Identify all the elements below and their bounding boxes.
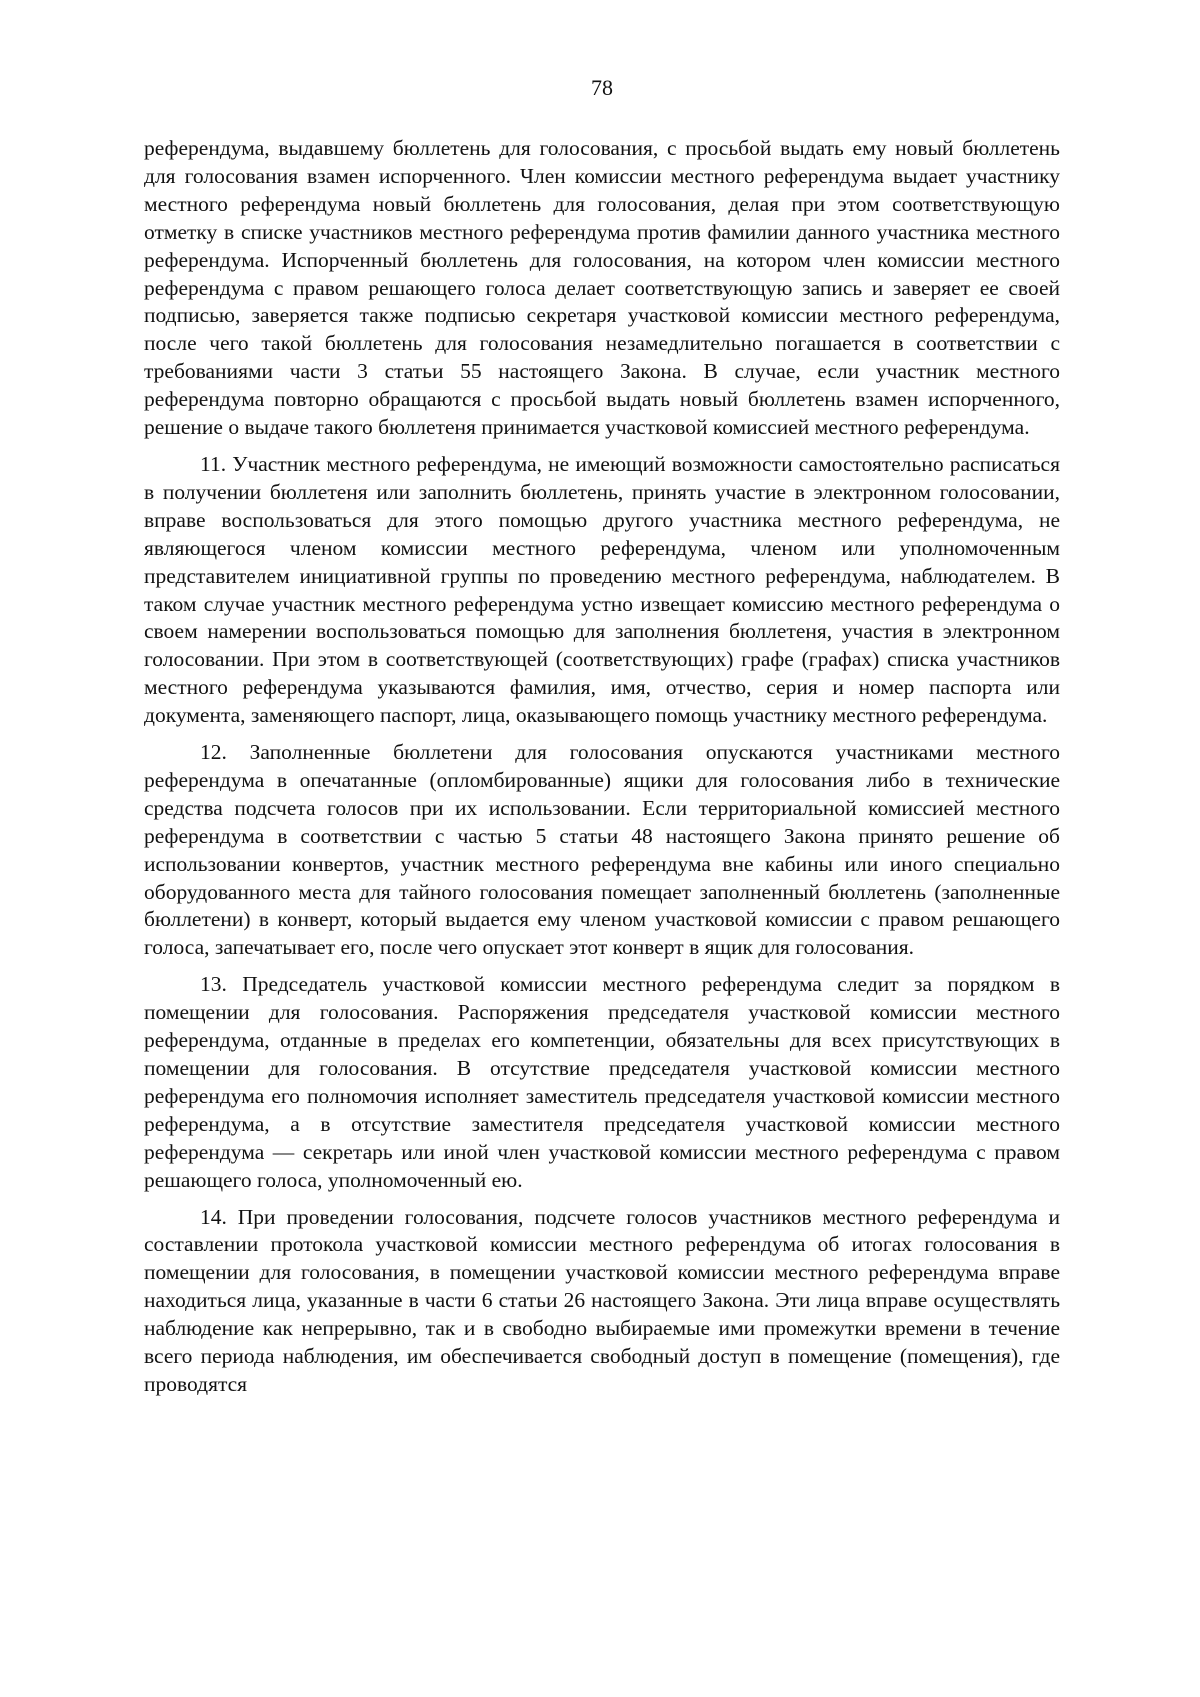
paragraph-12: 12. Заполненные бюллетени для голосования опускаются участниками местного референдума в опечатанные (опломбированные) ящики для голосования либо в технические средства подсчета голосов при их использовании. Если территориальной комиссией местного референдума в соответствии с частью 5 статьи 48 настоящего Закона принято решение об использовании конвертов, участник местного референдума вне кабины или иного специально оборудованного места для тайного голосования помещает заполненный бюллетень (заполненные бюллетени) в конверт, который выдается ему членом участковой комиссии с правом решающего голоса, запечатывает его, после чего опускает этот конверт в ящик для голосования. xyxy=(144,740,1060,960)
page-number: 78 xyxy=(591,75,613,100)
paragraph-14: 14. При проведении голосования, подсчете голосов участников местного референдума и составлении протокола участковой комиссии местного референдума об итогах голосования в помещении для голосования, в помещении участковой комиссии местного референдума вправе находиться лица, указанные в части 6 статьи 26 настоящего Закона. Эти лица вправе осуществлять наблюдение как непрерывно, так и в свободно выбираемые ими промежутки времени в течение всего периода наблюдения, им обеспечивается свободный доступ в помещение (помещения), где проводятся xyxy=(144,1204,1060,1396)
paragraph-13: 13. Председатель участковой комиссии местного референдума следит за порядком в помещении для голосования. Распоряжения председателя участковой комиссии местного референдума, отданные в пределах его компетенции, обязательны для всех присутствующих в помещении для голосования. В отсутствие председателя участковой комиссии местного референдума его полномочия исполняет заместитель председателя участковой комиссии местного референдума, а в отсутствие заместителя председателя участковой комиссии местного референдума — секретарь или иной член участковой комиссии местного референдума с правом решающего голоса, уполномоченный ею. xyxy=(144,972,1060,1192)
paragraph-continued: референдума, выдавшему бюллетень для голосования, с просьбой выдать ему новый бюллетень для голосования взамен испорченного. Член комиссии местного референдума выдает участнику местного референдума новый бюллетень для голосования, делая при этом соответствующую отметку в списке участников местного референдума против фамилии данного участника местного референдума. Испорченный бюллетень для голосования, на котором член комиссии местного референдума с правом решающего голоса делает соответствующую запись и заверяет ее своей подписью, заверяется также подписью секретаря участковой комиссии местного референдума, после чего такой бюллетень для голосования незамедлительно погашается в соответствии с требованиями части 3 статьи 55 настоящего Закона. В случае, если участник местного референдума повторно обращаются с просьбой выдать новый бюллетень взамен испорченного, решение о выдаче такого бюллетеня принимается участковой комиссией местного референдума. xyxy=(144,136,1060,440)
paragraph-11: 11. Участник местного референдума, не имеющий возможности самостоятельно расписаться в получении бюллетеня или заполнить бюллетень, принять участие в электронном голосовании, вправе воспользоваться для этого помощью другого участника местного референдума, не являющегося членом комиссии местного референдума, членом или уполномоченным представителем инициативной группы по проведению местного референдума, наблюдателем. В таком случае участник местного референдума устно извещает комиссию местного референдума о своем намерении воспользоваться помощью для заполнения бюллетеня, участия в электронном голосовании. При этом в соответствующей (соответствующих) графе (графах) списка участников местного референдума указываются фамилия, имя, отчество, серия и номер паспорта или документа, заменяющего паспорт, лица, оказывающего помощь участнику местного референдума. xyxy=(144,451,1060,728)
